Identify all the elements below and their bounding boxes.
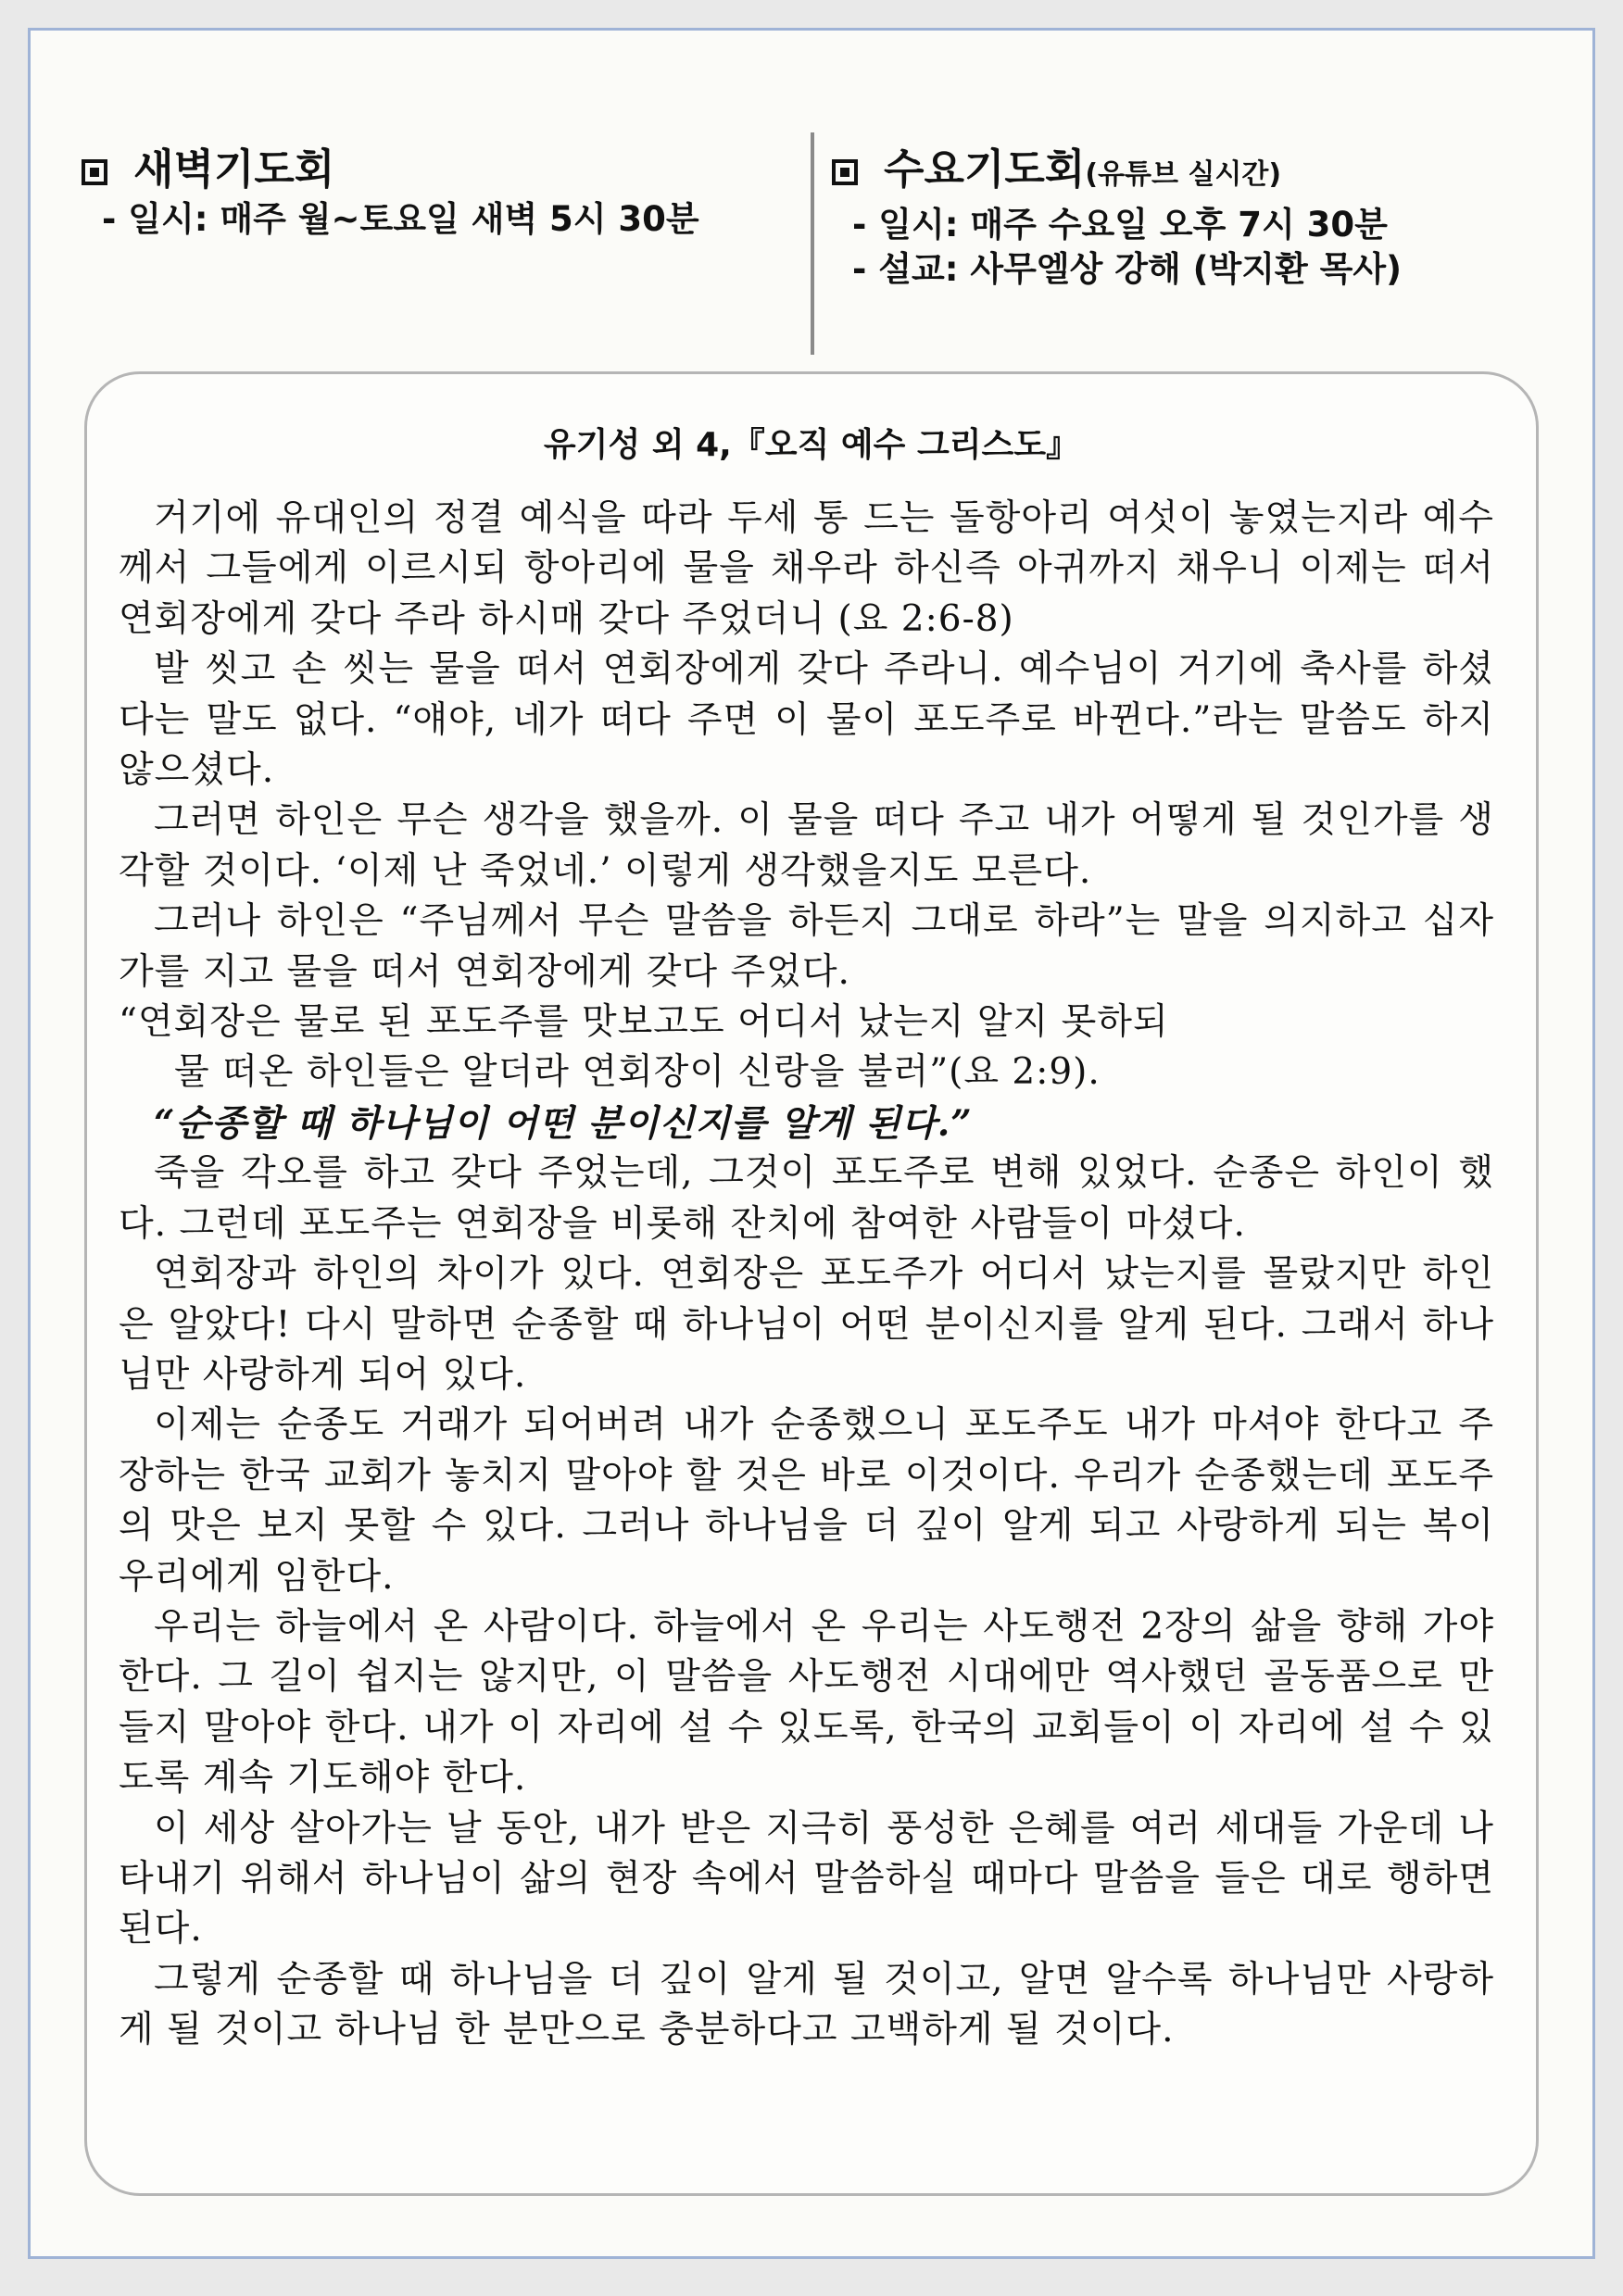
article-title: 유기성 외 4,『오직 예수 그리스도』 xyxy=(543,426,1080,464)
article-paragraph: 연회장과 하인의 차이가 있다. 연회장은 포도주가 어디서 났는지를 몰랐지만 하인은 알았다! 다시 말하면 순종할 때 하나님이 어떤 분이신지를 알게 된다. 그래서 하나님만 사랑하게 되어 있다. xyxy=(119,1253,1494,1396)
article-body xyxy=(119,494,1494,2056)
wednesday-prayer-sermon: - 설교: 사무엘상 강해 (박지환 목사) xyxy=(852,249,1403,289)
wednesday-prayer-section xyxy=(832,142,1402,292)
dawn-prayer-section xyxy=(82,142,699,242)
wednesday-prayer-subtitle: (유튜브 실시간) xyxy=(1085,158,1282,191)
dawn-prayer-heading xyxy=(82,142,699,197)
article-paragraph: 그렇게 순종할 때 하나님을 더 깊이 알게 될 것이고, 알면 알수록 하나님만 사랑하게 될 것이고 하나님 한 분만으로 충분하다고 고백하게 될 것이다. xyxy=(119,1958,1494,2051)
article-paragraph: 그러나 하인은 “주님께서 무슨 말씀을 하든지 그대로 하라”는 말을 의지하고 십자가를 지고 물을 떠서 연회장에게 갖다 주었다. xyxy=(119,900,1494,993)
dawn-prayer-time: - 일시: 매주 월~토요일 새벽 5시 30분 xyxy=(102,199,699,239)
page xyxy=(28,28,1595,2259)
scripture-quote-line: “연회장은 물로 된 포도주를 맛보고도 어디서 났는지 알지 못하되 xyxy=(119,1001,1169,1044)
emphasis-line: “순종할 때 하나님이 어떤 분이신지를 알게 된다.” xyxy=(154,1101,973,1145)
wednesday-prayer-time: - 일시: 매주 수요일 오후 7시 30분 xyxy=(852,205,1388,245)
article-paragraph: 이 세상 살아가는 날 동안, 내가 받은 지극히 풍성한 은혜를 여러 세대들 가운데 나타내기 위해서 하나님이 삶의 현장 속에서 말씀하실 때마다 말씀을 들은 대로 행하면 된다. xyxy=(119,1807,1494,1951)
scripture-quote-line: 물 떠온 하인들은 알더라 연회장이 신랑을 불러”(요 2:9). xyxy=(174,1051,1101,1094)
article-paragraph: 우리는 하늘에서 온 사람이다. 하늘에서 온 우리는 사도행전 2장의 삶을 향해 가야 한다. 그 길이 쉽지는 않지만, 이 말씀을 사도행전 시대에만 역사했던 골동품으로 만들지 말아야 한다. 내가 이 자리에 설 수 있도록, 한국의 교회들이 이 자리에 설 수 있도록 계속 기도해야 한다. xyxy=(119,1605,1494,1800)
wednesday-prayer-heading xyxy=(832,142,1402,203)
wednesday-prayer-title: 수요기도회 xyxy=(884,144,1086,194)
article-paragraph: 그러면 하인은 무슨 생각을 했을까. 이 물을 떠다 주고 내가 어떻게 될 것인가를 생각할 것이다. ‘이제 난 죽었네.’ 이렇게 생각했을지도 모른다. xyxy=(119,799,1494,892)
header-divider xyxy=(811,132,814,355)
article-paragraph: 죽을 각오를 하고 갖다 주었는데, 그것이 포도주로 변해 있었다. 순종은 하인이 했다. 그런데 포도주는 연회장을 비롯해 잔치에 참여한 사람들이 마셨다. xyxy=(119,1152,1494,1245)
article-paragraph: 발 씻고 손 씻는 물을 떠서 연회장에게 갖다 주라니. 예수님이 거기에 축사를 하셨다는 말도 없다. “얘야, 네가 떠다 주면 이 물이 포도주로 바뀐다.”라는 말씀도 하지 않으셨다. xyxy=(119,648,1494,792)
square-bullet-icon xyxy=(82,159,107,185)
article-paragraph: 이제는 순종도 거래가 되어버려 내가 순종했으니 포도주도 내가 마셔야 한다고 주장하는 한국 교회가 놓치지 말아야 할 것은 바로 이것이다. 우리가 순종했는데 포도주의 맛은 보지 못할 수 있다. 그러나 하나님을 더 깊이 알게 되고 사랑하게 되는 복이 우리에게 임한다. xyxy=(119,1404,1494,1598)
article-paragraph: 거기에 유대인의 정결 예식을 따라 두세 통 드는 돌항아리 여섯이 놓였는지라 예수께서 그들에게 이르시되 항아리에 물을 채우라 하신즉 아귀까지 채우니 이제는 떠서 연회장에게 갖다 주라 하시매 갖다 주었더니 (요 2:6-8) xyxy=(119,497,1494,640)
dawn-prayer-title: 새벽기도회 xyxy=(133,144,335,194)
square-bullet-icon xyxy=(832,159,858,185)
